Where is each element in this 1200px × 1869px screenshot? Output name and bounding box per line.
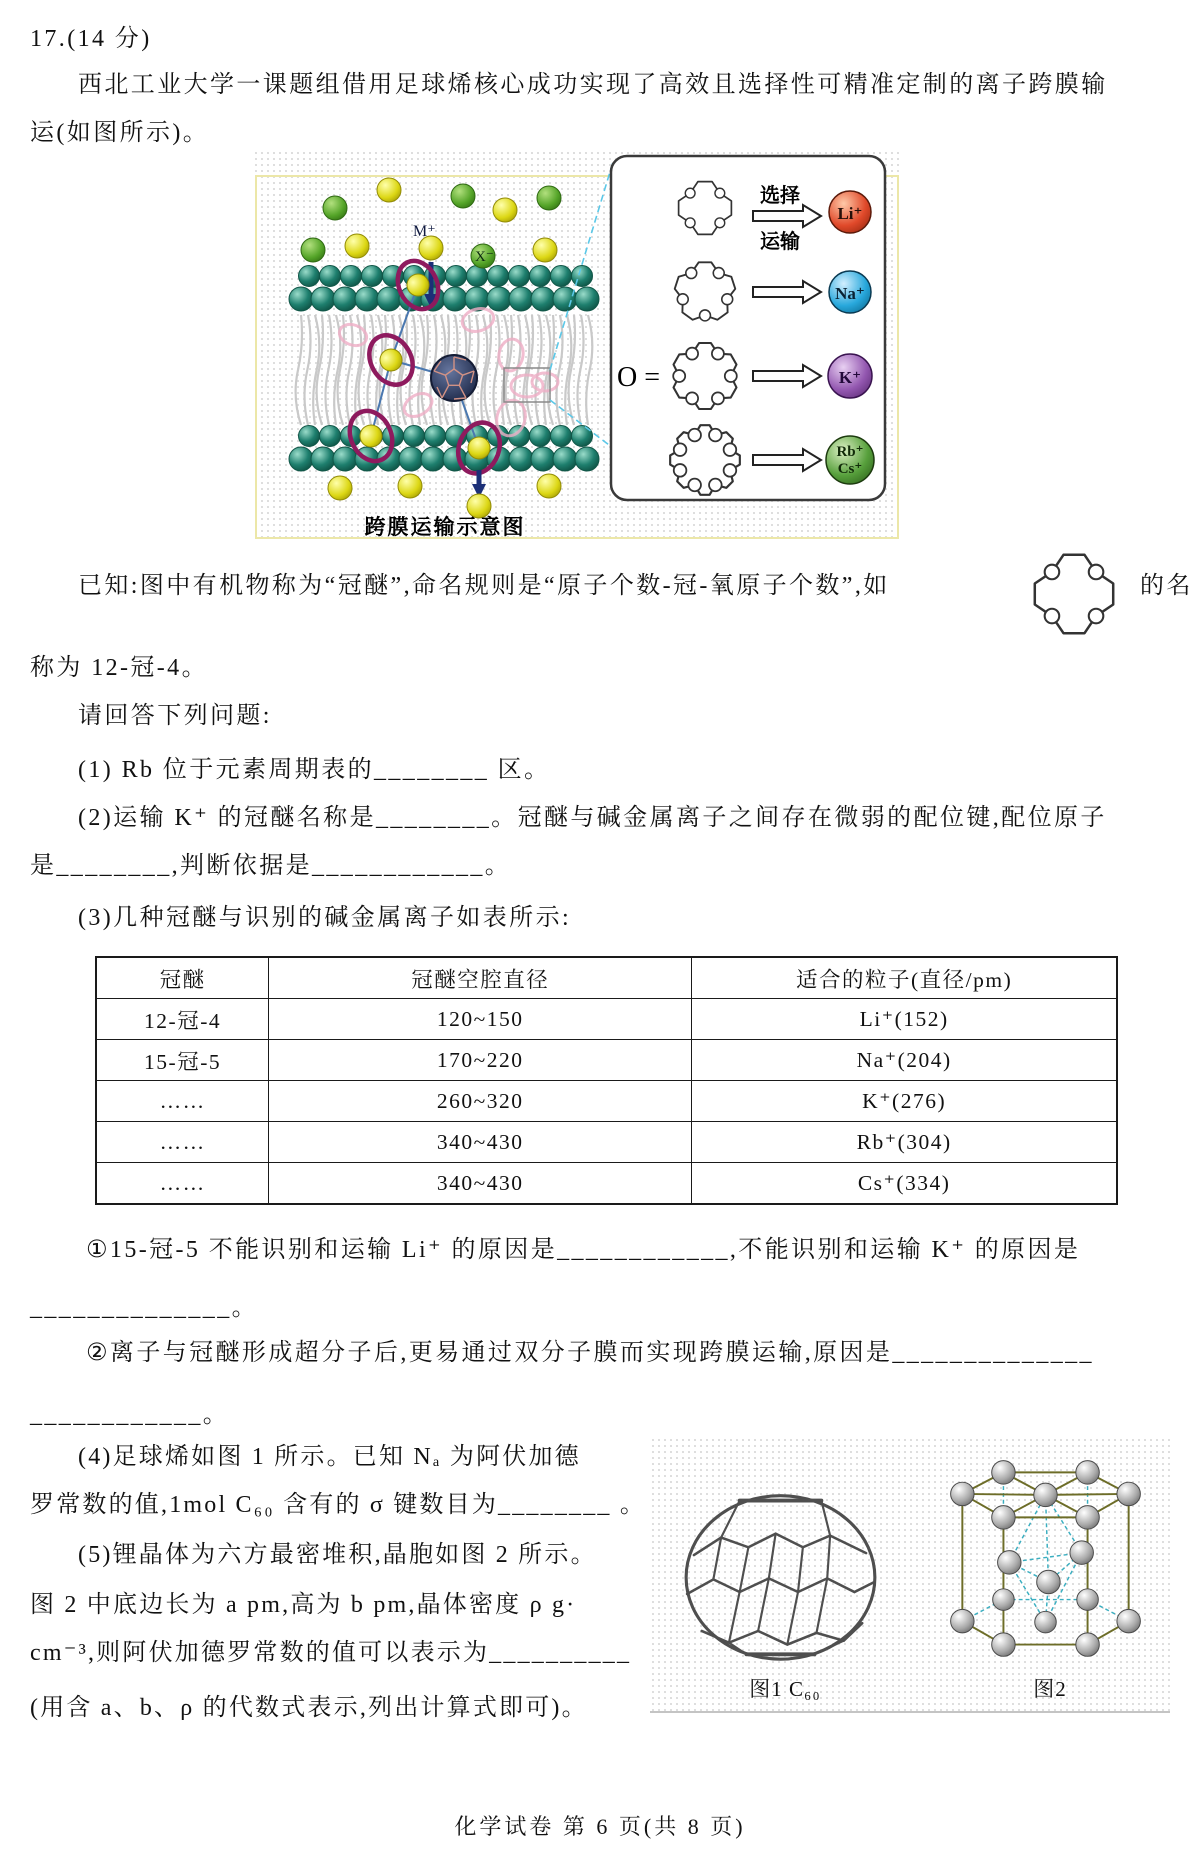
sub-question-2-line-1: ②离子与冠醚形成超分子后,更易通过双分子膜而实现跨膜运输,原因是______________ <box>86 1340 1094 1366</box>
figures-panel <box>650 1437 1170 1713</box>
crown-selectivity-panel <box>611 156 885 500</box>
table-header-row <box>96 957 1117 999</box>
cell: 340~430 <box>269 1122 692 1163</box>
question-5-line-3: cm⁻³,则阿伏加德罗常数的值可以表示为__________ <box>30 1640 632 1666</box>
cell: …… <box>96 1163 269 1205</box>
question-3: (3)几种冠醚与识别的碱金属离子如表所示: <box>78 905 572 931</box>
fullerene-core <box>431 355 477 401</box>
col-header-cavity: 冠醚空腔直径 <box>269 957 692 999</box>
known-line-1: 已知:图中有机物称为“冠醚”,命名规则是“原子个数-冠-氧原子个数”,如 <box>78 573 890 599</box>
cell: 15-冠-5 <box>96 1040 269 1081</box>
cell: 340~430 <box>269 1163 692 1205</box>
question-5-line-4: (用含 a、b、ρ 的代数式表示,列出计算式即可)。 <box>30 1695 588 1721</box>
na-ion-label: Na⁺ <box>835 284 865 303</box>
rb-ion-label: Rb⁺ <box>836 444 864 460</box>
m-ion-label: M⁺ <box>413 223 436 240</box>
crown-4-inline <box>1035 555 1113 633</box>
page-footer: 化学试卷 第 6 页(共 8 页) <box>454 1814 746 1839</box>
cell: K⁺(276) <box>692 1081 1117 1122</box>
intro-line-2: 运(如图所示)。 <box>30 120 210 146</box>
table-row <box>96 999 1117 1040</box>
cell: …… <box>96 1081 269 1122</box>
cell: 170~220 <box>269 1040 692 1081</box>
inline-crown-structure <box>1022 542 1126 646</box>
membrane-figure-svg <box>253 150 901 542</box>
question-4-line-1: (4)足球烯如图 1 所示。已知 Nₐ 为阿伏加德 <box>78 1444 581 1470</box>
cell: Na⁺(204) <box>692 1040 1117 1081</box>
cell: …… <box>96 1122 269 1163</box>
cell: 260~320 <box>269 1081 692 1122</box>
crystal-cell-figure <box>933 1443 1158 1673</box>
question-5-line-1: (5)锂晶体为六方最密堆积,晶胞如图 2 所示。 <box>78 1542 597 1568</box>
cell: Cs⁺(334) <box>692 1163 1117 1205</box>
question-4-line-2: 罗常数的值,1mol C₆₀ 含有的 σ 键数目为________ 。 <box>30 1492 647 1518</box>
k-ion-label: K⁺ <box>838 368 862 387</box>
cell: Li⁺(152) <box>692 999 1117 1040</box>
intracellular-ions <box>328 474 561 518</box>
question-2-line-2: 是________,判断依据是____________。 <box>30 853 512 879</box>
sub-question-2-line-2: ____________。 <box>30 1402 230 1428</box>
select-label-2: 运输 <box>760 231 800 253</box>
fig1-caption: 图1 C₆₀ <box>749 1677 821 1701</box>
figure-caption: 跨膜运输示意图 <box>364 515 526 539</box>
o-equals-label: O = <box>617 362 661 393</box>
fig2-caption: 图2 <box>1033 1677 1067 1701</box>
ask-line: 请回答下列问题: <box>78 703 272 729</box>
sub-question-1-line-2: ______________。 <box>30 1295 258 1321</box>
cs-ion-label: Cs⁺ <box>837 461 863 477</box>
cell: 120~150 <box>269 999 692 1040</box>
question-1: (1) Rb 位于元素周期表的________ 区。 <box>78 757 551 783</box>
cell: Rb⁺(304) <box>692 1122 1117 1163</box>
question-5-line-2: 图 2 中底边长为 a pm,高为 b pm,晶体密度 ρ g· <box>30 1592 577 1618</box>
question-2-line-1: (2)运输 K⁺ 的冠醚名称是________。冠醚与碱金属离子之间存在微弱的配位键,配位原子 <box>78 805 1107 831</box>
fullerene-figure <box>678 1485 883 1665</box>
table-row <box>96 1040 1117 1081</box>
crown-ether-table <box>95 956 1118 1205</box>
known-line-2: 称为 12-冠-4。 <box>30 655 208 681</box>
sub-question-1-line-1: ①15-冠-5 不能识别和运输 Li⁺ 的原因是____________,不能识别和运输 K⁺ 的原因是 <box>86 1237 1081 1263</box>
membrane-transport-figure <box>253 150 901 542</box>
select-label-1: 选择 <box>760 185 800 207</box>
li-ion-label: Li⁺ <box>837 204 863 223</box>
col-header-crown: 冠醚 <box>96 957 269 999</box>
known-line-1-end: 的名 <box>1140 573 1193 599</box>
table-row <box>96 1122 1117 1163</box>
table-row <box>96 1163 1117 1205</box>
col-header-particle: 适合的粒子(直径/pm) <box>692 957 1117 999</box>
x-ion-label: X⁻ <box>475 249 494 265</box>
question-number: 17.(14 分) <box>30 26 152 52</box>
cell: 12-冠-4 <box>96 999 269 1040</box>
table-row <box>96 1081 1117 1122</box>
intro-line-1: 西北工业大学一课题组借用足球烯核心成功实现了高效且选择性可精准定制的离子跨膜输 <box>78 72 1108 98</box>
question-4-5-block <box>30 1437 1170 1721</box>
